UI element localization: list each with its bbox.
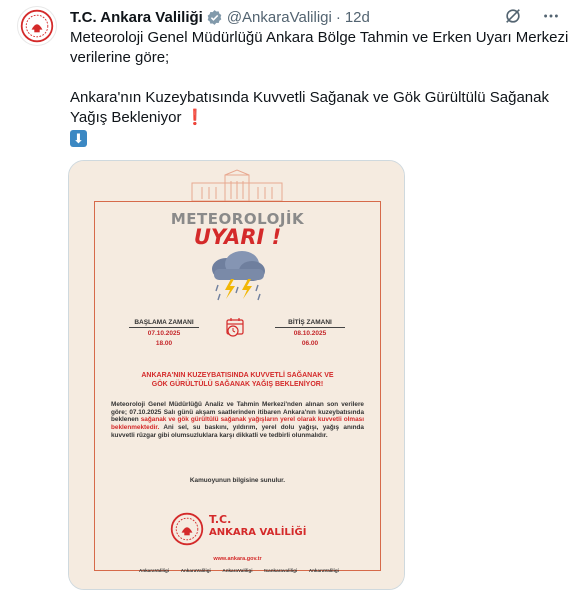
tweet-text-line: Ankara'nın Kuzeybatısında Kuvvetli Sağanak ve Gök Gürültülü Sağanak — [70, 89, 549, 106]
more-icon[interactable] — [541, 6, 561, 26]
verified-badge-icon — [206, 9, 223, 26]
storm-cloud-icon — [204, 249, 270, 301]
end-time: 06.00 — [301, 340, 319, 347]
start-time-block — [129, 319, 199, 348]
body-text: Ani sel, su baskını, yıldırım, yerel dolu yağışı, yağış anında kuvvetli rüzgar gibi olumsuzluklara karşı dikkatli ve tedbirli olunmalıdır. — [111, 424, 364, 439]
end-time-block — [275, 319, 345, 348]
ankara-valiligi-logo-icon — [19, 8, 55, 44]
start-time: 18.00 — [155, 340, 173, 347]
headline-line: GÖK GÜRÜLTÜLÜ SAĞANAK YAĞIŞ BEKLENİYOR! — [151, 381, 324, 388]
calendar-clock-icon — [224, 315, 248, 339]
poster-title-top: METEOROLOJİK — [170, 210, 305, 228]
tweet-text-line: Meteoroloji Genel Müdürlüğü Ankara Bölge Tahmin ve Erken Uyarı Merkezi — [70, 29, 569, 46]
poster-headline — [109, 371, 366, 389]
body-text: Meteoroloji Genel Müdürlüğü Analiz ve Tahmin Merkezi'nden alınan son verilere göre; 07.10.2025 Salı günü akşam saatlerinden itibaren Ankara'nın kuzeybatısında beklenen — [111, 401, 364, 424]
author-handle[interactable]: @AnkaraValiligi — [226, 8, 332, 26]
timestamp[interactable]: 12d — [344, 8, 370, 26]
header-actions — [503, 6, 561, 26]
down-arrow-emoji: ⬇ — [70, 130, 87, 147]
poster-socials — [139, 568, 339, 573]
poster-closing: Kamuoyunun bilgisine sunulur. — [189, 477, 286, 484]
tweet-text-line: verilerine göre; — [70, 49, 170, 66]
avatar[interactable] — [17, 6, 57, 46]
warning-poster — [69, 161, 405, 590]
poster-tc: T.C. — [209, 513, 232, 526]
social-handle: AnkaraValiligi — [139, 568, 170, 573]
government-building-icon — [187, 169, 287, 203]
poster-title-main: UYARI ! — [193, 225, 282, 249]
social-handle: AnkaraValiligi — [180, 568, 211, 573]
social-handle: AnkaraValiligi — [308, 568, 339, 573]
social-handle: tcankaravaliligi — [264, 568, 298, 573]
tweet-text-line: Yağış Bekleniyor — [70, 109, 182, 126]
tweet-text — [70, 28, 570, 149]
tweet-media-image[interactable] — [68, 160, 405, 590]
start-label: BAŞLAMA ZAMANI — [129, 319, 199, 328]
headline-line: ANKARA'NIN KUZEYBATISINDA KUVVETLİ SAĞANAK VE — [141, 372, 334, 379]
social-handle: AnkaraValiligi — [222, 568, 253, 573]
end-label: BİTİŞ ZAMANI — [275, 319, 345, 328]
poster-valilik: ANKARA VALİLİĞİ — [209, 527, 307, 538]
start-date: 07.10.2025 — [147, 330, 181, 337]
exclamation-emoji: ❗ — [185, 109, 205, 126]
poster-url: www.ankara.gov.tr — [213, 556, 262, 562]
tweet-header — [70, 6, 569, 28]
author-name[interactable]: T.C. Ankara Valiliği — [70, 8, 203, 26]
poster-body — [111, 401, 364, 440]
body-highlight: sağanak ve gök gürültülü sağanak yağışların yerel olarak kuvvetli olması beklenmektedir. — [111, 416, 364, 432]
separator-dot: · — [335, 8, 341, 26]
grok-icon[interactable] — [503, 6, 523, 26]
end-date: 08.10.2025 — [293, 330, 327, 337]
valilik-emblem-icon — [169, 511, 205, 547]
